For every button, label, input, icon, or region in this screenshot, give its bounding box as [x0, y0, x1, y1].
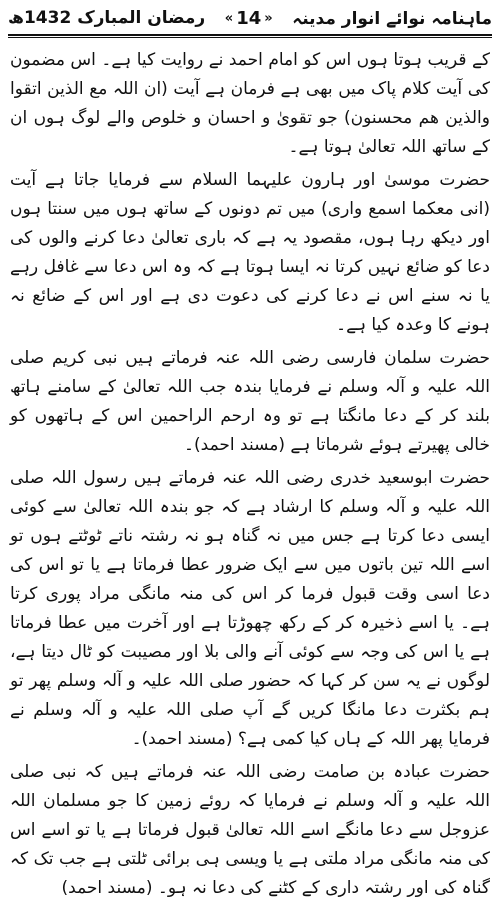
page-number-value: 14 [236, 7, 262, 29]
header-rule-thin [8, 37, 492, 38]
paragraph: حضرت سلمان فارسی رضی اللہ عنہ فرماتے ہیں نبی کریم صلی اللہ علیہ و آلہ وسلم نے فرمایا بندہ جب اللہ تعالیٰ کے سامنے ہاتھ بلند کر کے دعا مانگتا ہے تو وہ ارحم الراحمین اس کے ہاتھوں کو خالی پھیرتے ہوئے شرماتا ہے (مسند احمد)۔ [10, 348, 490, 455]
paragraph: کے قریب ہوتا ہوں اس کو امام احمد نے روایت کیا ہے۔ اس مضمون کی آیت کلام پاک میں بھی ہے فرمان ہے آیت (ان اللہ مع الذین اتقوا والذین ھم محسنون) جو تقویٰ و احسان و خلوص والے لوگ ہوں ان کے ساتھ اللہ تعالیٰ ہوتا ہے۔ [10, 50, 490, 157]
ornament-left-icon: « [224, 10, 234, 26]
ornament-right-icon: » [264, 10, 273, 26]
page-header [8, 4, 492, 32]
paragraph: حضرت موسیٰ اور ہارون علیہما السلام سے فرمایا جاتا ہے آیت (انی معکما اسمع واری) میں تم دونوں کے ساتھ ہوں میں سنتا ہوں اور دیکھ رہا ہوں، مقصود یہ ہے کہ باری تعالیٰ دعا کرنے والوں کی دعا کو ضائع نہیں کرتا نہ ایسا ہوتا ہے کہ وہ اس دعا سے غافل رہے یا نہ سنے اس نے دعا کرنے کی دعوت دی ہے اور اس کے ضائع نہ ہونے کا وعدہ کیا ہے۔ [10, 170, 490, 335]
article-body [10, 46, 490, 907]
magazine-title: ماہنامہ نوائے انوار مدینہ [292, 8, 492, 29]
paragraph: حضرت عبادہ بن صامت رضی اللہ عنہ فرماتے ہیں کہ نبی صلی اللہ علیہ و آلہ وسلم نے فرمایا کہ روئے زمین کا جو مسلمان اللہ عزوجل سے دعا مانگے اسے اللہ تعالیٰ قبول فرماتا ہے یا تو اسے اس کی منہ مانگی مراد ملتی ہے یا ویسی ہی برائی ٹلتی ہے جب تک کہ گناہ کی اور رشتہ داری کے کٹنے کی دعا نہ ہو۔ (مسند احمد) [10, 762, 490, 898]
issue-date: رمضان المبارک 1432ھ [8, 8, 206, 28]
paragraph: حضرت ابوسعید خدری رضی اللہ عنہ فرماتے ہیں رسول اللہ صلی اللہ علیہ و آلہ وسلم کا ارشاد ہے کہ جو بندہ اللہ تعالیٰ سے کوئی ایسی دعا کرتا ہے جس میں نہ گناہ ہو نہ رشتہ ناتے ٹوٹتے ہوں تو اسے اللہ تین باتوں میں سے ایک ضرور عطا فرماتا ہے یا تو اس کی دعا اسی وقت قبول فرما کر اس کی منہ مانگی مراد پوری کرتا ہے۔ یا اسے ذخیرہ کر کے رکھ چھوڑتا ہے اور آخرت میں عطا فرماتا ہے یا اس کی وجہ سے کوئی آنے والی بلا اور مصیبت کو ٹال دیتا ہے، لوگوں نے یہ سن کر کہا کہ حضور صلی اللہ علیہ و آلہ وسلم پھر تو ہم بکثرت دعا مانگا کریں گے آپ صلی اللہ علیہ و آلہ وسلم نے فرمایا پھر اللہ کے ہاں کیا کمی ہے؟ (مسند احمد)۔ [10, 468, 490, 749]
page-number [222, 8, 276, 29]
header-rule [8, 34, 492, 36]
